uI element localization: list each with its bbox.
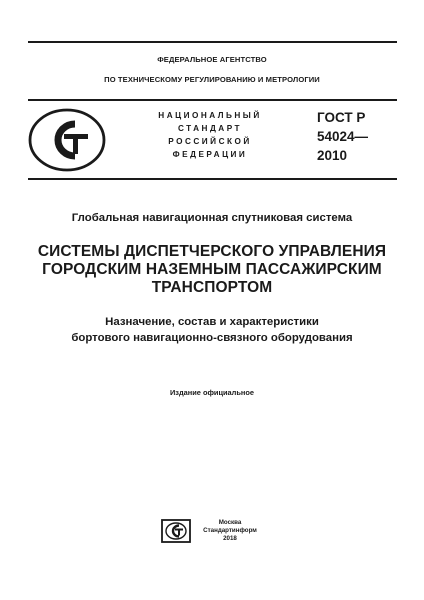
purpose-line-2: бортового навигационно-связного оборудования (71, 332, 353, 344)
edition-label: Издание официальное (169, 388, 254, 397)
document-purpose (20, 314, 404, 346)
publisher-year: 2018 (223, 535, 237, 542)
standard-block-bottom-rule (28, 178, 397, 180)
publisher-city: Москва (218, 519, 242, 526)
gost-prefix: ГОСТ Р (317, 110, 366, 125)
main-title-line-1: СИСТЕМЫ ДИСПЕТЧЕРСКОГО УПРАВЛЕНИЯ (37, 243, 387, 260)
document-subtitle: Глобальная навигационная спутниковая система (71, 212, 353, 224)
standard-type-line-2: СТАНДАРТ (177, 124, 243, 133)
agency-line-1: ФЕДЕРАЛЬНОЕ АГЕНТСТВО (157, 55, 267, 64)
agency-line-2: ПО ТЕХНИЧЕСКОМУ РЕГУЛИРОВАНИЮ И МЕТРОЛОГИИ (104, 75, 320, 84)
gost-year: 2010 (317, 148, 348, 163)
document-main-title (20, 243, 404, 297)
purpose-line-1: Назначение, состав и характеристики (105, 316, 319, 328)
standard-type-line-4: ФЕДЕРАЦИИ (172, 150, 248, 159)
publisher-logo (161, 519, 191, 543)
gost-number: 54024— (317, 129, 369, 144)
standard-type-line-3: РОССИЙСКОЙ (168, 137, 252, 146)
top-rule (28, 41, 397, 43)
main-title-line-2: ГОРОДСКИМ НАЗЕМНЫМ ПАССАЖИРСКИМ (42, 261, 382, 278)
gost-emblem-logo (28, 108, 106, 172)
standard-block-top-rule (28, 99, 397, 101)
standard-type-line-1: НАЦИОНАЛЬНЫЙ (158, 111, 262, 120)
publisher-info (200, 519, 260, 543)
main-title-line-3: ТРАНСПОРТОМ (151, 279, 273, 296)
publisher-name: Стандартинформ (203, 527, 257, 534)
